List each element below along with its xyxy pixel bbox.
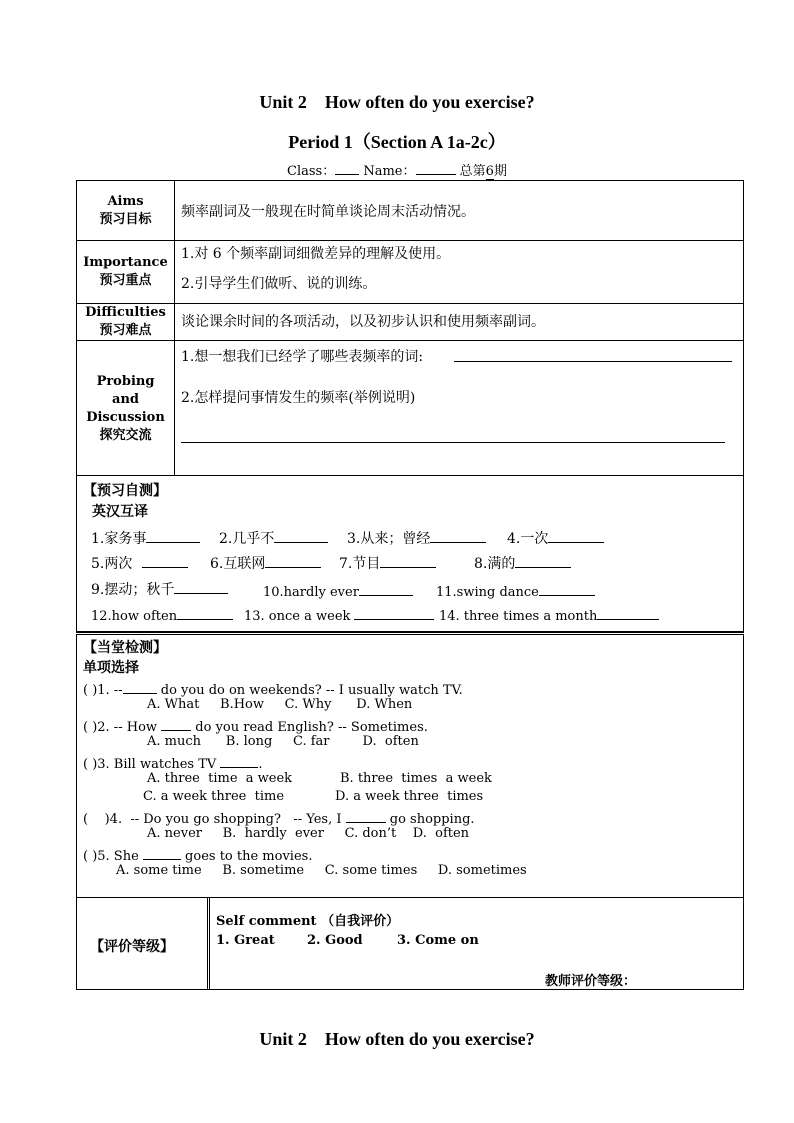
question-4-options: A. never B. hardly ever C. don’t D. often (147, 826, 470, 841)
answer-blank[interactable] (161, 716, 191, 731)
name-blank[interactable] (416, 174, 456, 175)
period-subtitle: Period 1（Section A 1a-2c） (288, 132, 506, 152)
probing-label: Probing and Discussion 探究交流 (86, 373, 165, 443)
evaluation-label: 【评价等级】 (90, 939, 174, 955)
issue-suffix: 期 (493, 164, 507, 179)
question-3-option-c: C. a week three time (143, 789, 285, 804)
vocab-item: 5.两次 (91, 553, 188, 573)
answer-blank[interactable] (274, 528, 328, 543)
self-comment-label: Self comment （自我评价） (216, 914, 400, 929)
probing-answer-line-1[interactable] (454, 361, 732, 362)
importance-line-1: 1.对 6 个频率副词细微差异的理解及使用。 (181, 246, 451, 262)
answer-blank[interactable] (143, 845, 181, 860)
aims-label: Aims 预习目标 (99, 193, 152, 227)
grade-good[interactable]: 2. Good (307, 933, 363, 948)
vocab-item: 12.how often (91, 605, 233, 624)
vocab-item: 2.几乎不 (219, 528, 328, 548)
answer-blank[interactable] (539, 581, 595, 596)
question-3-option-d: D. a week three times (335, 789, 484, 804)
answer-blank[interactable] (380, 553, 436, 568)
vocab-item: 1.家务事 (91, 528, 200, 548)
question-3-option-b: B. three times a week (340, 771, 492, 786)
vocab-item: 11.swing dance (436, 581, 595, 600)
question-3: ( )3. Bill watches TV . (83, 753, 263, 772)
answer-blank[interactable] (354, 605, 434, 620)
answer-blank[interactable] (177, 605, 233, 620)
vocab-item: 4.一次 (507, 528, 604, 548)
question-1-options: A. What B.How C. Why D. When (147, 697, 413, 712)
quiz-heading: 【当堂检测】 (83, 640, 167, 656)
preview-heading: 【预习自测】 (83, 483, 167, 499)
answer-blank[interactable] (146, 528, 200, 543)
question-2-options: A. much B. long C. far D. often (147, 734, 419, 749)
name-label: Name： (363, 164, 416, 179)
answer-blank[interactable] (123, 679, 157, 694)
vocab-item: 13. once a week (244, 605, 434, 624)
question-5: ( )5. She goes to the movies. (83, 845, 312, 864)
probing-question-2: 2.怎样提问事情发生的频率(举例说明) (181, 390, 416, 406)
importance-line-2: 2.引导学生们做听、说的训练。 (181, 276, 377, 292)
vocab-item: 3.从来；曾经 (347, 528, 486, 548)
answer-blank[interactable] (548, 528, 604, 543)
importance-label: Importance 预习重点 (83, 255, 168, 288)
issue-number: 6 (485, 164, 494, 179)
answer-blank[interactable] (220, 753, 258, 768)
vocab-item: 6.互联网 (210, 553, 321, 573)
vocab-item: 10.hardly ever (263, 581, 413, 600)
answer-blank[interactable] (430, 528, 486, 543)
answer-blank[interactable] (265, 553, 321, 568)
vocab-item: 8.满的 (474, 553, 571, 573)
teacher-evaluation: 教师评价等级： (545, 974, 637, 989)
question-4: ( )4. -- Do you go shopping? -- Yes, I go shopping. (83, 808, 475, 827)
quiz-subheading: 单项选择 (83, 660, 139, 676)
difficulties-content: 谈论课余时间的各项活动，以及初步认识和使用频率副词。 (181, 314, 545, 330)
next-page-title: Unit 2 How often do you exercise? (259, 1029, 535, 1049)
question-5-options: A. some time B. sometime C. some times D. sometimes (116, 863, 527, 878)
question-1: ( )1. -- do you do on weekends? -- I usually watch TV. (83, 679, 463, 698)
grade-great[interactable]: 1. Great (216, 933, 275, 948)
probing-question-1: 1.想一想我们已经学了哪些表频率的词: (181, 349, 424, 365)
class-line (0, 160, 794, 180)
vocab-item: 9.摆动；秋千 (91, 579, 228, 599)
issue-prefix: 总第 (459, 164, 486, 179)
question-2: ( )2. -- How do you read English? -- Sometimes. (83, 716, 428, 735)
aims-content: 频率副词及一般现在时简单谈论周末活动情况。 (181, 204, 475, 220)
probing-answer-line-2[interactable] (181, 442, 725, 443)
question-3-option-a: A. three time a week (147, 771, 293, 786)
page-title: Unit 2 How often do you exercise? (259, 92, 535, 112)
answer-blank[interactable] (346, 808, 386, 823)
preview-subheading: 英汉互译 (92, 504, 148, 520)
answer-blank[interactable] (515, 553, 571, 568)
vocab-item: 7.节目 (339, 553, 436, 573)
grade-come-on[interactable]: 3. Come on (397, 933, 479, 948)
answer-blank[interactable] (142, 553, 188, 568)
answer-blank[interactable] (597, 605, 659, 620)
vocab-item: 14. three times a month (439, 605, 659, 624)
class-blank[interactable] (335, 174, 359, 175)
class-label: Class： (287, 164, 336, 179)
answer-blank[interactable] (174, 579, 228, 594)
answer-blank[interactable] (359, 581, 413, 596)
difficulties-label: Difficulties 预习难点 (85, 305, 166, 338)
